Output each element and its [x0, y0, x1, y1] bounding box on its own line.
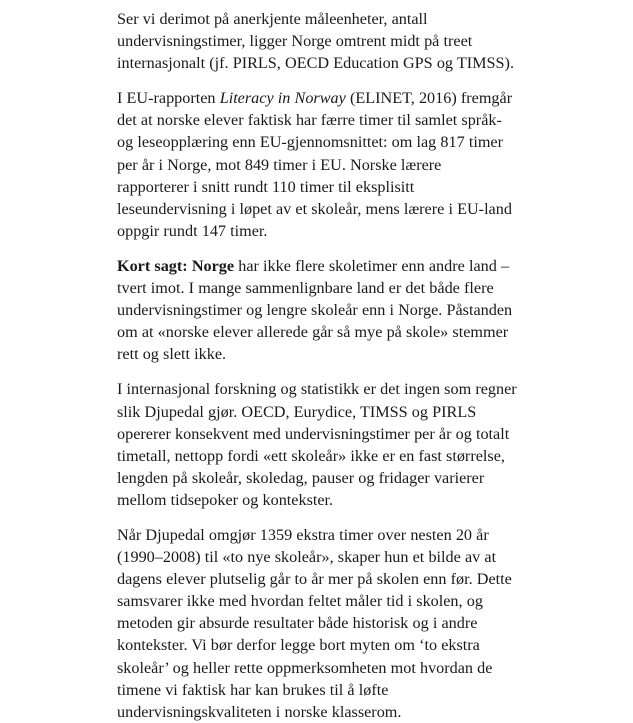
paragraph-1: Ser vi derimot på anerkjente måleenheter, antall undervisningstimer, ligger Norge omtrent midt på treet internasjonalt (jf. PIRLS, OECD Education GPS og TIMSS).: [117, 10, 514, 73]
paragraph-2-segment-rest: (ELINET, 2016) fremgår det at norske elever faktisk har færre timer til samlet språk- og leseopplæring enn EU-gjennomsnittet: om lag 817 timer per år i Norge, mot 849 timer i EU. Norske lærere rapporterer i snitt rundt 110 timer til eksplisitt leseundervisning i løpet av et skoleår, mens lærere i EU-land oppgir rundt 147 timer.: [117, 89, 513, 240]
paragraph-2: [117, 87, 517, 242]
paragraph-4: I internasjonal forskning og statistikk er det ingen som regner slik Djupedal gjør. OECD, Eurydice, TIMSS og PIRLS opererer konsekvent med undervisningstimer per år og totalt timetall, nettopp fordi «ett skoleår» ikke er en fast størrelse, lengden på skoleår, skoledag, pauser og fridager varierer mellom tidsepoker og kontekster.: [117, 380, 517, 509]
paragraph-3-segment-rest: har ikke flere skoletimer enn andre land – tvert imot. I mange sammenlignbare land er det både flere undervisningstimer og lengre skoleår enn i Norge. Påstanden om at «norske elever allerede går så mye på skole» stemmer rett og slett ikke.: [117, 256, 513, 364]
lead-in-bold-subject: Norge: [191, 256, 235, 275]
paragraph-2-segment-lead: I EU-rapporten: [117, 89, 220, 108]
paragraph-5: Når Djupedal omgjør 1359 ekstra timer over nesten 20 år (1990–2008) til «to nye skoleår», skaper hun et bilde av at dagens elever plutselig går to år mer på skolen enn før. Dette samsvarer ikke med hvordan feltet måler tid i skolen, og metoden gir absurde resultater både historisk og i andre kontekster. Vi bør derfor legge bort myten om ‘to ekstra skoleår’ og heller rette oppmerksomheten mot hvordan de timene vi faktisk har kan brukes til å løfte undervisningskvaliteten i norske klasserom.: [117, 525, 512, 721]
lead-in-bold-label: Kort sagt:: [117, 256, 188, 275]
article-body: [117, 8, 517, 723]
report-title-italic: Literacy in Norway: [219, 89, 346, 108]
paragraph-3: [117, 255, 517, 365]
